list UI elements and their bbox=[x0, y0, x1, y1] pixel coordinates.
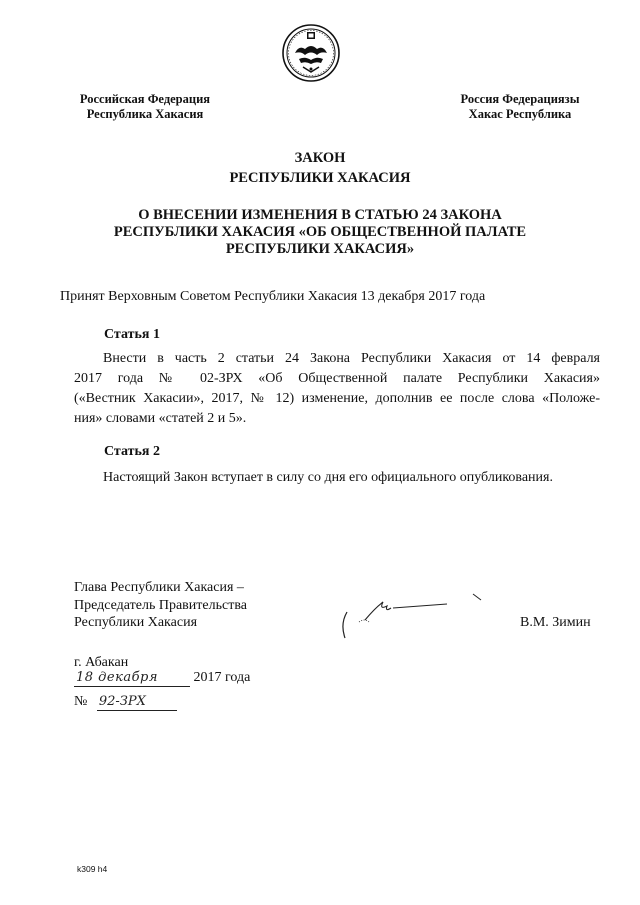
header-left bbox=[60, 92, 230, 122]
article-1-line: 2017 года № 02-ЗРХ «Об Общественной палате Республики Хакасия» bbox=[74, 371, 600, 386]
header-right-line1: Россия Федерациязы bbox=[460, 92, 580, 106]
number-sign: № bbox=[74, 694, 88, 709]
date-row bbox=[74, 669, 250, 687]
place-of-signing: г. Абакан bbox=[74, 655, 129, 670]
coat-of-arms-emblem-icon bbox=[281, 23, 341, 83]
header-left-line2: Республика Хакасия bbox=[86, 107, 204, 121]
signer-name: В.М. Зимин bbox=[520, 615, 591, 630]
signatory-title-line2: Председатель Правительства bbox=[74, 598, 247, 613]
document-subtitle-line1: О ВНЕСЕНИИ ИЗМЕНЕНИЯ В СТАТЬЮ 24 ЗАКОНА bbox=[138, 207, 502, 223]
article-1-line: Внести в часть 2 статьи 24 Закона Республики Хакасия от 14 февраля bbox=[103, 351, 600, 366]
article-1-heading: Статья 1 bbox=[104, 327, 160, 342]
document-subtitle-line3: РЕСПУБЛИКИ ХАКАСИЯ» bbox=[225, 241, 415, 257]
signatory-title-line1: Глава Республики Хакасия – bbox=[74, 580, 244, 595]
article-2-text: Настоящий Закон вступает в силу со дня его официального опубликования. bbox=[103, 470, 553, 485]
date-suffix: 2017 года bbox=[193, 670, 251, 685]
handwritten-signature-icon bbox=[335, 588, 495, 648]
signatory-title-line3: Республики Хакасия bbox=[74, 615, 198, 630]
article-1-line: ния» словами «статей 2 и 5». bbox=[74, 411, 247, 426]
footer-code: k309 h4 bbox=[77, 864, 108, 874]
law-number-row bbox=[74, 693, 177, 711]
article-1-line: («Вестник Хакасии», 2017, № 12) изменение, дополнив ее после слова «Положе- bbox=[74, 391, 600, 406]
header-left-line1: Российская Федерация bbox=[79, 92, 211, 106]
header-right-line2: Хакас Республика bbox=[468, 107, 572, 121]
document-title-republic: РЕСПУБЛИКИ ХАКАСИЯ bbox=[229, 170, 411, 186]
article-2-heading: Статья 2 bbox=[104, 444, 160, 459]
handwritten-law-number: 92-ЗРХ bbox=[97, 694, 177, 711]
adoption-statement: Принят Верховным Советом Республики Хакасия 13 декабря 2017 года bbox=[60, 289, 486, 304]
document-title-law: ЗАКОН bbox=[294, 150, 346, 166]
handwritten-date: 18 декабря bbox=[74, 670, 190, 687]
document-subtitle-line2: РЕСПУБЛИКИ ХАКАСИЯ «ОБ ОБЩЕСТВЕННОЙ ПАЛАТЕ bbox=[113, 224, 527, 240]
header-right bbox=[440, 92, 600, 122]
